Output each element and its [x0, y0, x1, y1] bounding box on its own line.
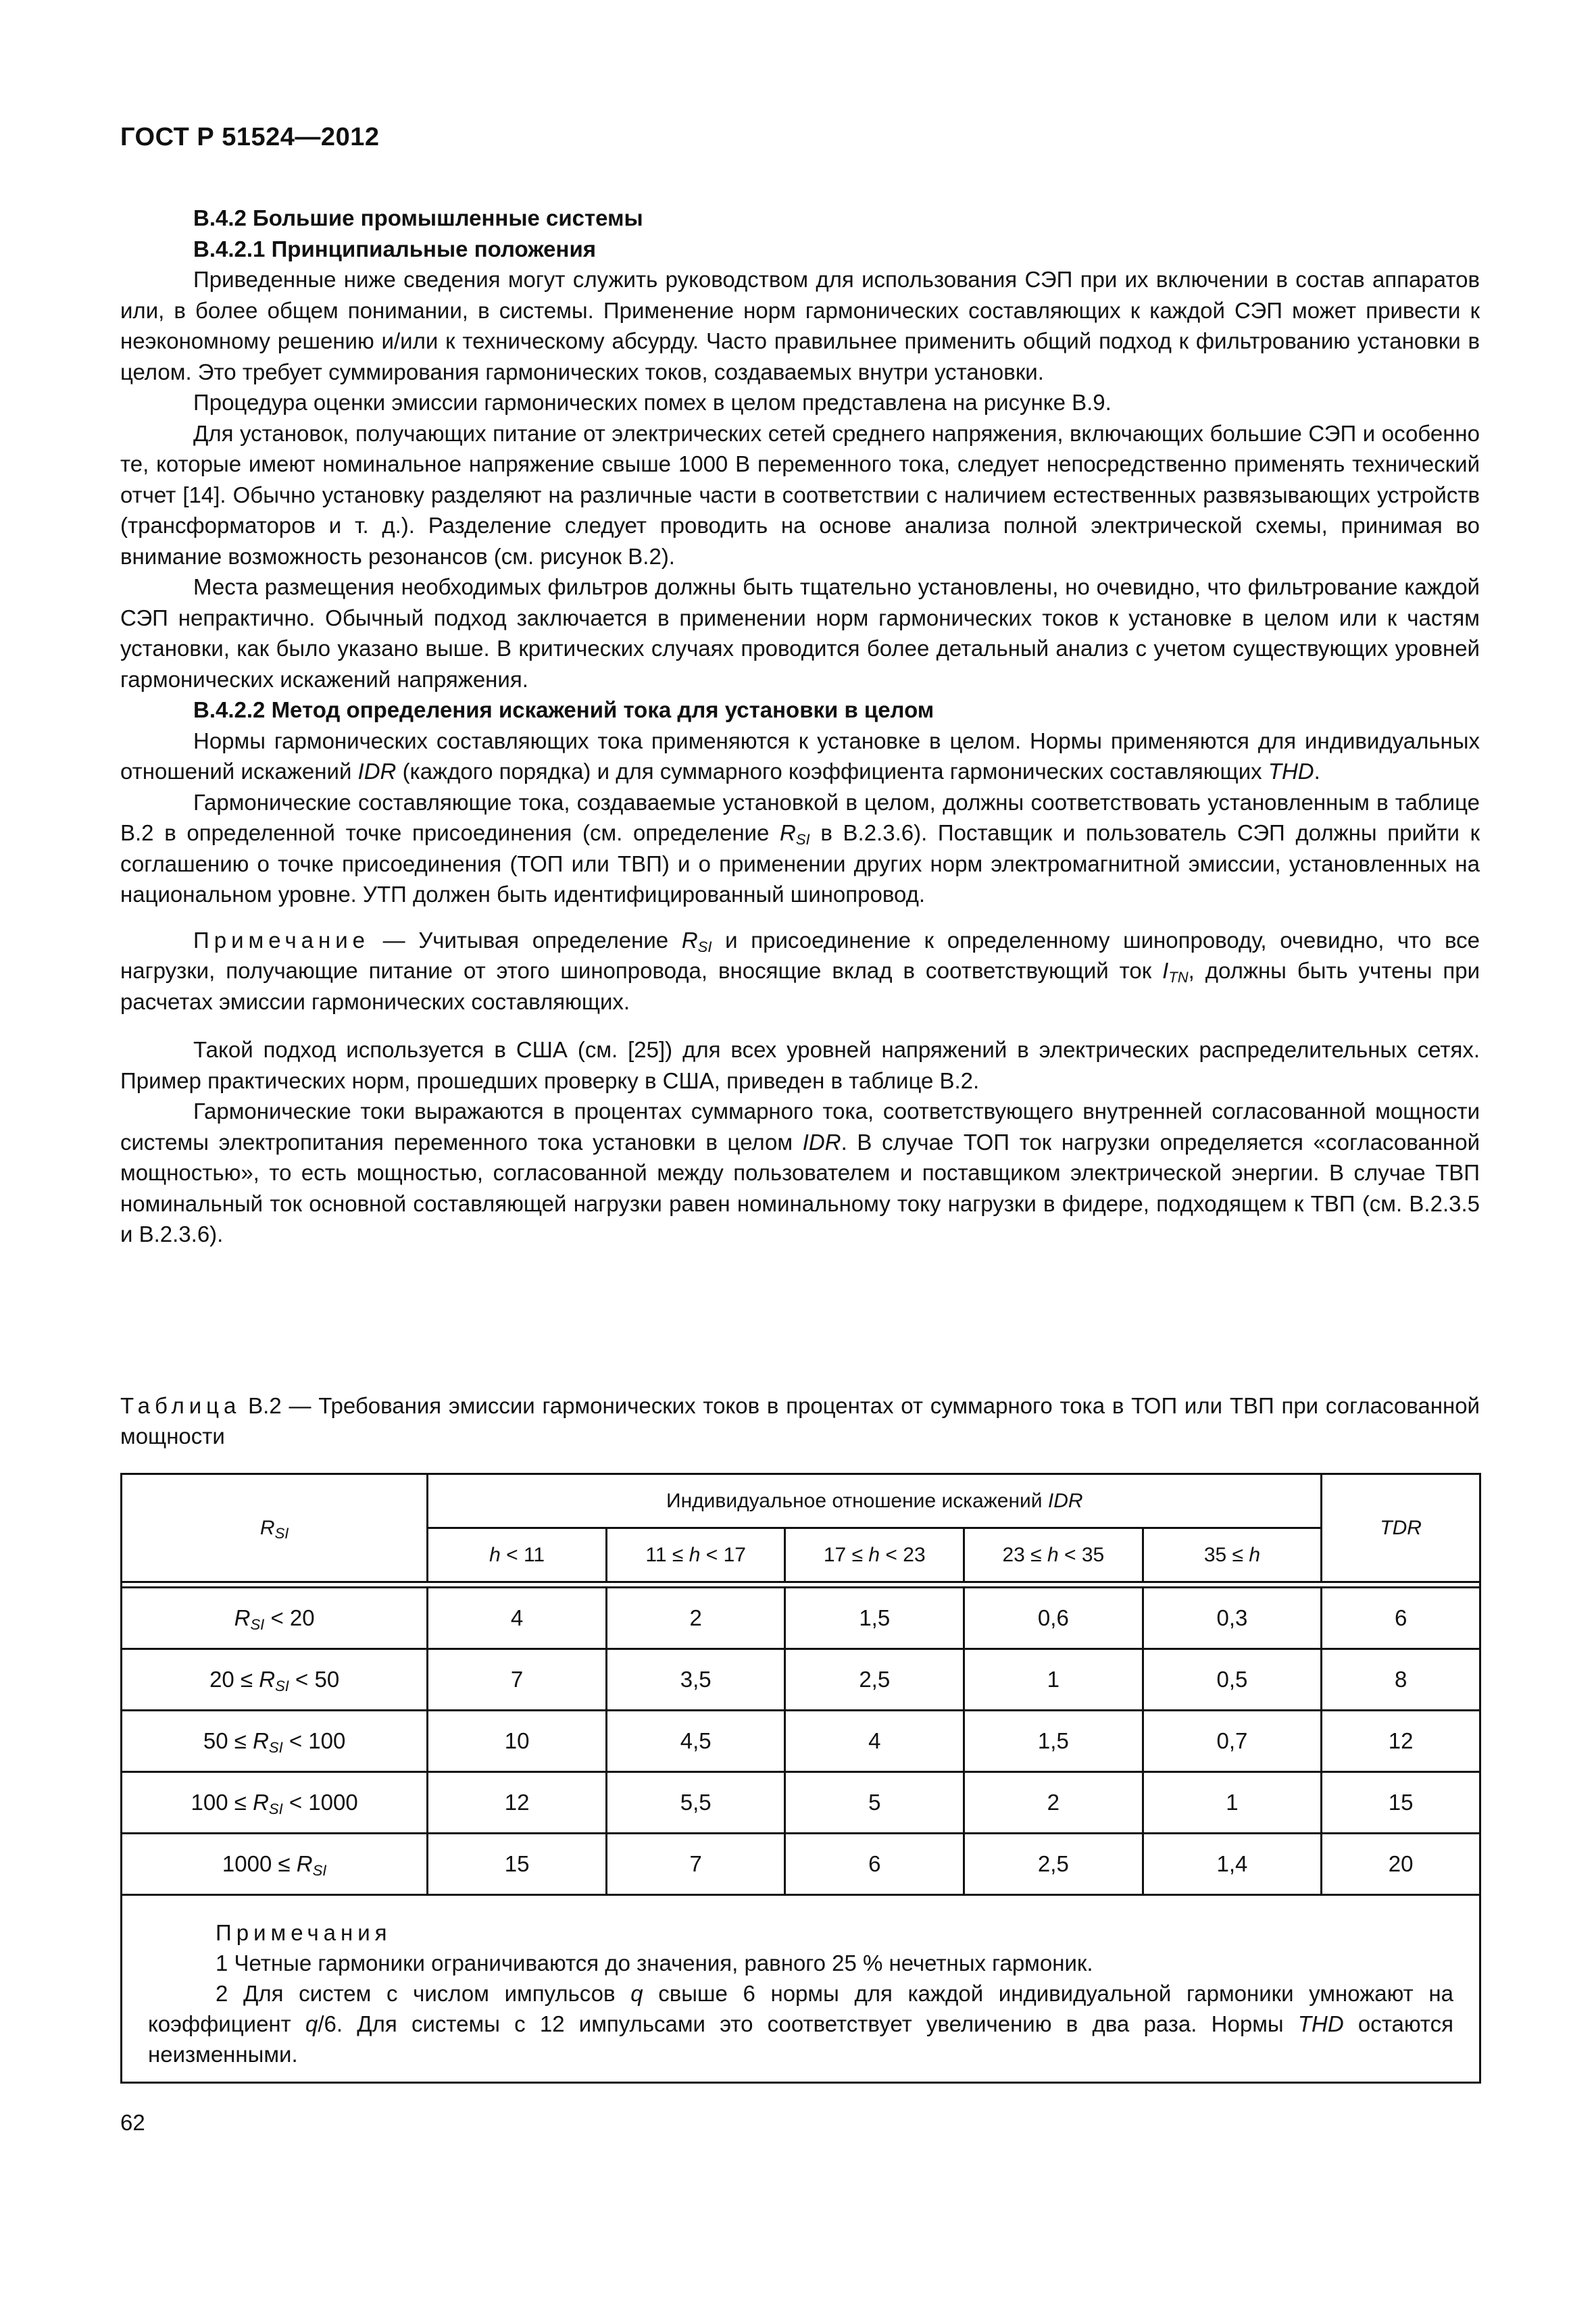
table-cell: 3,5	[606, 1649, 785, 1711]
paragraph: Такой подход используется в США (см. [25]) для всех уровней напряжений в электрических распределительных сетях. Пример практических норм, прошедших проверку в США, приведен в таблице В.2.	[120, 1037, 1480, 1093]
paragraph: Приведенные ниже сведения могут служить руководством для использования СЭП при их включении в состав аппаратов или, в более общем понимании, в системы. Применение норм гармонических составляющих к каждой СЭП может привести к неэкономному решению и/или к техническому абсурду. Часто правильнее применить общий подход к фильтрованию установки в целом. Это требует суммирования гармонических токов, создаваемых внутри установки.	[120, 267, 1480, 384]
paragraph: Процедура оценки эмиссии гармонических помех в целом представлена на рисунке В.9.	[193, 390, 1112, 415]
table-cell: 0,5	[1143, 1649, 1322, 1711]
document-id: ГОСТ Р 51524—2012	[120, 123, 380, 151]
table-row	[122, 1588, 1480, 1649]
table-cell: 10	[428, 1711, 607, 1772]
table-cell: 15	[428, 1834, 607, 1895]
table-cell: 2,5	[785, 1649, 964, 1711]
table-cell: 4	[785, 1711, 964, 1772]
table-cell: 4,5	[606, 1711, 785, 1772]
table-cell: 7	[428, 1649, 607, 1711]
header-separator	[122, 1582, 1480, 1588]
table-cell: 1,5	[785, 1588, 964, 1649]
table-cell: 0,7	[1143, 1711, 1322, 1772]
paragraph: Гармонические составляющие тока, создаваемые установкой в целом, должны соответствовать установленным в таблице В.2 в определенной точке присоединения (см. определение $R_{SI}$ в В.2.3.6). Поставщик и пользователь СЭП должны прийти к соглашению о точке присоединения (ТОП или ТВП) и о применении других норм электромагнитной эмиссии, установленных на национальном уровне. УТП должен быть идентифицированный шинопровод.	[120, 789, 1480, 907]
harmonic-emission-table	[120, 1473, 1481, 2084]
table-cell: 12	[1322, 1711, 1480, 1772]
header-harmonic-range: h < 11	[428, 1528, 607, 1582]
table-row	[122, 1834, 1480, 1895]
table-cell: 15	[1322, 1772, 1480, 1834]
body-text	[120, 203, 1480, 1250]
rsi-range: $50 \le R_{SI} < 100$	[122, 1711, 428, 1772]
paragraph: Гармонические токи выражаются в процентах суммарного тока, соответствующего внутренней согласованной мощности системы электропитания переменного тока установки в целом IDR. В случае ТОП ток нагрузки определяется «согласованной мощностью», то есть мощностью, согласованной между пользователем и поставщиком электрической энергии. В случае ТВП номинальный ток основной составляющей нагрузки равен номинальному току нагрузки в фидере, подходящем к ТВП (см. В.2.3.5 и В.2.3.6).	[120, 1099, 1480, 1247]
rsi-range: $20 \le R_{SI} < 50$	[122, 1649, 428, 1711]
header-idr-group: Индивидуальное отношение искажений IDR	[428, 1474, 1322, 1528]
header-tdr: TDR	[1322, 1474, 1480, 1582]
notes-label: Примечания	[216, 1920, 392, 1945]
page-number: 62	[120, 2110, 145, 2135]
header-harmonic-range: 11 ≤ h < 17	[606, 1528, 785, 1582]
table-cell: 8	[1322, 1649, 1480, 1711]
table-cell: 5,5	[606, 1772, 785, 1834]
header-rsi: $R_{SI}$	[122, 1474, 428, 1582]
table-cell: 1	[1143, 1772, 1322, 1834]
table-notes	[122, 1895, 1480, 2083]
table-cell: 0,6	[964, 1588, 1143, 1649]
rsi-range: $100 \le R_{SI} < 1000$	[122, 1772, 428, 1834]
table-row	[122, 1711, 1480, 1772]
heading-b-4-2-2: В.4.2.2 Метод определения искажений тока для установки в целом	[193, 697, 934, 722]
table-row	[122, 1649, 1480, 1711]
table-cell: 0,3	[1143, 1588, 1322, 1649]
table-cell: 2,5	[964, 1834, 1143, 1895]
table-caption: Таблица В.2 — Требования эмиссии гармонических токов в процентах от суммарного тока в ТОП или ТВП при согласованной мощности	[120, 1393, 1480, 1449]
table-cell: 5	[785, 1772, 964, 1834]
table-cell: 20	[1322, 1834, 1480, 1895]
table-cell: 7	[606, 1834, 785, 1895]
table-cell: 4	[428, 1588, 607, 1649]
rsi-range: $1000 \le R_{SI}$	[122, 1834, 428, 1895]
heading-b-4-2-1: В.4.2.1 Принципиальные положения	[193, 236, 596, 261]
paragraph: Нормы гармонических составляющих тока применяются к установке в целом. Нормы применяются для индивидуальных отношений искажений IDR (каждого порядка) и для суммарного коэффициента гармонических составляющих THD.	[120, 728, 1480, 784]
table-cell: 6	[1322, 1588, 1480, 1649]
paragraph: Для установок, получающих питание от электрических сетей среднего напряжения, включающих большие СЭП и особенно те, которые имеют номинальное напряжение свыше 1000 В переменного тока, следует непосредственно применять технический отчет [14]. Обычно установку разделяют на различные части в соответствии с наличием естественных развязывающих устройств (трансформаторов и т. д.). Разделение следует проводить на основе анализа полной электрической схемы, принимая во внимание возможность резонансов (см. рисунок В.2).	[120, 420, 1480, 569]
header-harmonic-range: 35 ≤ h	[1143, 1528, 1322, 1582]
heading-b-4-2: В.4.2 Большие промышленные системы	[193, 205, 643, 230]
table-row	[122, 1772, 1480, 1834]
header-harmonic-range: 23 ≤ h < 35	[964, 1528, 1143, 1582]
table-cell: 1,4	[1143, 1834, 1322, 1895]
table-cell: 2	[606, 1588, 785, 1649]
table-notes-row	[122, 1895, 1480, 2083]
table-note-1: 1 Четные гармоники ограничиваются до значения, равного 25 % нечетных гармоник.	[216, 1951, 1093, 1976]
table-cell: 1	[964, 1649, 1143, 1711]
header-harmonic-range: 17 ≤ h < 23	[785, 1528, 964, 1582]
table-note-2: 2 Для систем с числом импульсов q свыше 6 нормы для каждой индивидуальной гармоники умножают на коэффициент q/6. Для системы с 12 импульсами это соответствует увеличению в два раза. Нормы THD остаются неизменными.	[148, 1981, 1454, 2067]
table-cell: 6	[785, 1834, 964, 1895]
note: Примечание — Учитывая определение $R_{SI}$ и присоединение к определенному шинопроводу, очевидно, что все нагрузки, получающие питание от этого шинопровода, вносящие вклад в соответствующий ток $I_{TN}$, должны быть учтены при расчетах эмиссии гармонических составляющих.	[120, 927, 1480, 1014]
table-cell: 1,5	[964, 1711, 1143, 1772]
table-cell: 12	[428, 1772, 607, 1834]
rsi-range: $R_{SI} < 20$	[122, 1588, 428, 1649]
table-cell: 2	[964, 1772, 1143, 1834]
paragraph: Места размещения необходимых фильтров должны быть тщательно установлены, но очевидно, что фильтрование каждой СЭП непрактично. Обычный подход заключается в применении норм гармонических токов к установке в целом или к частям установки, как было указано выше. В критических случаях проводится более детальный анализ с учетом существующих уровней гармонических искажений напряжения.	[120, 574, 1480, 692]
